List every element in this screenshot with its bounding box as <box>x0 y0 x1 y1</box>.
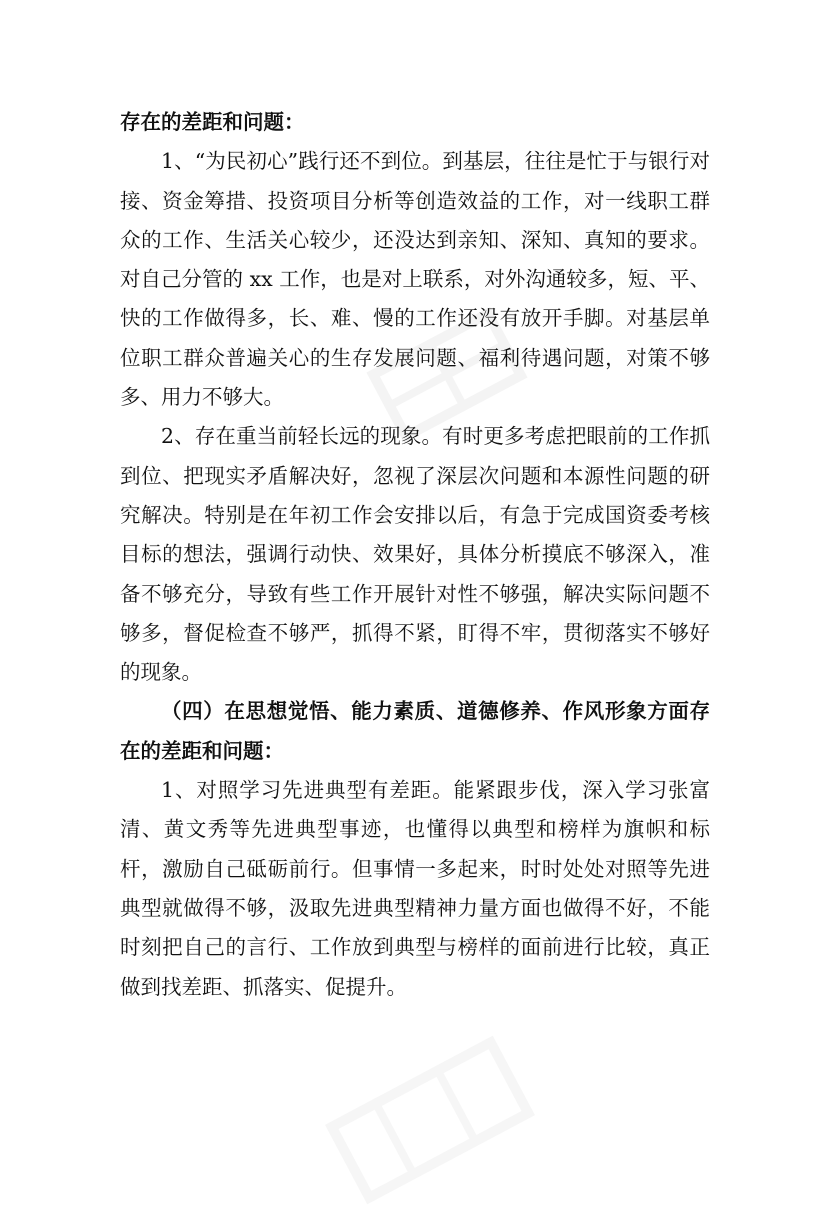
document-body <box>120 103 710 1007</box>
body-paragraph: 1、对照学习先进典型有差距。能紧跟步伐，深入学习张富清、黄文秀等先进典型事迹，也懂得以典型和榜样为旗帜和标杆，激励自己砥砺前行。但事情一多起来，时时处处对照等先进典型就做得不够，汲取先进典型精神力量方面也做得不好，不能时刻把自己的言行、工作放到典型与榜样的面前进行比较，真正做到找差距、抓落实、促提升。 <box>120 778 710 999</box>
watermark-stamp-icon <box>314 1020 547 1220</box>
body-paragraph: 1、“为民初心”践行还不到位。到基层，往往是忙于与银行对接、资金筹措、投资项目分析等创造效益的工作，对一线职工群众的工作、生活关心较少，还没达到亲知、深知、真知的要求。对自己分管的 xx 工作，也是对上联系，对外沟通较多，短、平、快的工作做得多，长、难、慢的工作还没有放开手脚。对基层单位职工群众普遍关心的生存发展问题、福利待遇问题，对策不够多、用力不够大。 <box>120 149 710 410</box>
section-heading: 存在的差距和问题： <box>120 110 305 134</box>
body-paragraph: 2、存在重当前轻长远的现象。有时更多考虑把眼前的工作抓到位、把现实矛盾解决好，忽视了深层次问题和本源性问题的研究解决。特别是在年初工作会安排以后，有急于完成国资委考核目标的想法，强调行动快、效果好，具体分析摸底不够深入，准备不够充分，导致有些工作开展针对性不够强，解决实际问题不够多，督促检查不够严，抓得不紧，盯得不牢，贯彻落实不够好的现象。 <box>120 424 710 685</box>
section-heading: （四）在思想觉悟、能力素质、道德修养、作风形象方面存在的差距和问题： <box>120 699 710 763</box>
